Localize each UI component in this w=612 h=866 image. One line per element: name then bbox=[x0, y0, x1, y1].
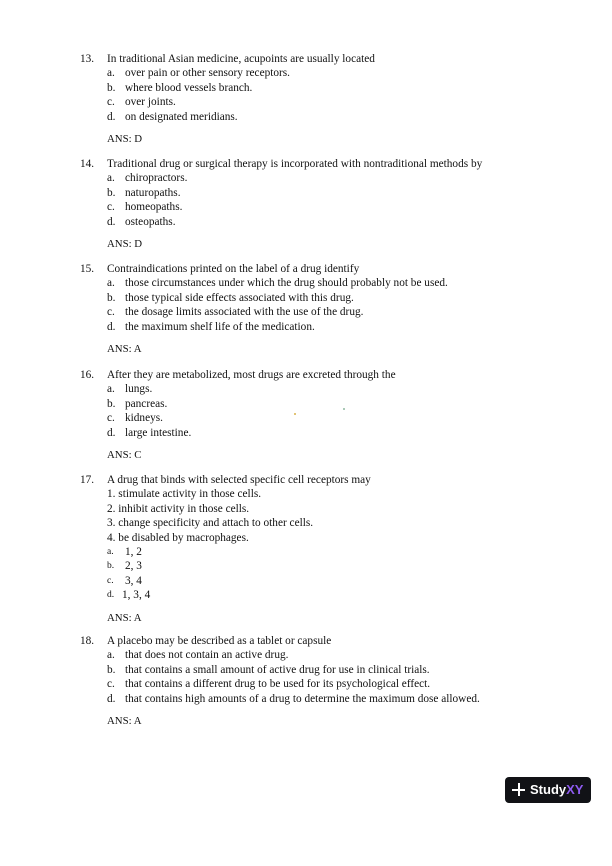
stray-speck bbox=[294, 413, 296, 415]
option-d bbox=[80, 215, 600, 229]
option-c bbox=[80, 677, 600, 691]
option-letter: b. bbox=[107, 397, 116, 410]
answer: ANS: D bbox=[107, 133, 143, 146]
question-stem: After they are metabolized, most drugs are excreted through the bbox=[107, 369, 396, 381]
option-d bbox=[80, 692, 600, 706]
option-letter: a. bbox=[107, 547, 114, 558]
plus-icon bbox=[512, 783, 525, 796]
studyxy-logo[interactable] bbox=[505, 777, 591, 803]
option-c bbox=[80, 411, 600, 425]
option-text: that does not contain an active drug. bbox=[125, 649, 289, 662]
question-number: 13. bbox=[80, 53, 95, 65]
question-stem: Contraindications printed on the label of a drug identify bbox=[107, 263, 360, 275]
option-a bbox=[80, 171, 600, 185]
statement-item: 2. inhibit activity in those cells. bbox=[107, 502, 250, 515]
option-letter: a. bbox=[107, 172, 115, 185]
option-d bbox=[80, 588, 600, 602]
statement-item: 3. change specificity and attach to other cells. bbox=[107, 517, 314, 530]
answer: ANS: A bbox=[107, 715, 142, 728]
option-text: large intestine. bbox=[125, 426, 192, 439]
option-text: where blood vessels branch. bbox=[125, 81, 253, 94]
option-d bbox=[80, 320, 600, 334]
option-text: that contains high amounts of a drug to determine the maximum dose allowed. bbox=[125, 692, 480, 705]
option-letter: a. bbox=[107, 383, 115, 396]
option-letter: c. bbox=[107, 575, 114, 586]
option-text: lungs. bbox=[125, 383, 153, 396]
option-text: that contains a different drug to be used for its psychological effect. bbox=[125, 678, 431, 691]
option-letter: a. bbox=[107, 67, 115, 80]
option-text: the dosage limits associated with the use of the drug. bbox=[125, 306, 364, 319]
option-letter: a. bbox=[107, 277, 115, 290]
option-c bbox=[80, 95, 600, 109]
option-a bbox=[80, 382, 600, 396]
option-letter: d. bbox=[107, 110, 116, 123]
option-text: over joints. bbox=[125, 96, 176, 109]
option-letter: c. bbox=[107, 306, 115, 319]
option-letter: d. bbox=[107, 320, 116, 333]
option-c bbox=[80, 574, 600, 588]
option-text: 1, 3, 4 bbox=[122, 589, 151, 602]
option-b bbox=[80, 397, 600, 411]
option-letter: a. bbox=[107, 649, 115, 662]
option-text: 3, 4 bbox=[125, 574, 142, 587]
question-17 bbox=[80, 473, 600, 625]
answer: ANS: A bbox=[107, 343, 142, 356]
option-b bbox=[80, 81, 600, 95]
option-text: the maximum shelf life of the medication. bbox=[125, 320, 315, 333]
option-letter: d. bbox=[107, 426, 116, 439]
answer: ANS: A bbox=[107, 611, 142, 624]
option-text: pancreas. bbox=[125, 397, 168, 410]
option-letter: c. bbox=[107, 96, 115, 109]
answer: ANS: D bbox=[107, 238, 143, 251]
question-number: 18. bbox=[80, 635, 95, 647]
option-b bbox=[80, 663, 600, 677]
logo-brand-accent: XY bbox=[566, 782, 584, 797]
option-text: that contains a small amount of active drug for use in clinical trials. bbox=[125, 663, 430, 676]
question-stem: Traditional drug or surgical therapy is incorporated with nontraditional methods by bbox=[107, 158, 483, 170]
option-b bbox=[80, 291, 600, 305]
option-text: over pain or other sensory receptors. bbox=[125, 67, 291, 80]
option-text: those circumstances under which the drug should probably not be used. bbox=[125, 277, 448, 290]
question-stem: A drug that binds with selected specific cell receptors may bbox=[107, 474, 371, 486]
question-stem: In traditional Asian medicine, acupoints are usually located bbox=[107, 53, 375, 65]
question-stem: A placebo may be described as a tablet or capsule bbox=[107, 635, 332, 647]
option-d bbox=[80, 426, 600, 440]
logo-brand: Study bbox=[530, 782, 567, 797]
option-letter: c. bbox=[107, 412, 115, 425]
question-number: 15. bbox=[80, 263, 95, 275]
question-number: 14. bbox=[80, 158, 95, 170]
option-letter: d. bbox=[107, 692, 116, 705]
option-a bbox=[80, 648, 600, 662]
option-letter: c. bbox=[107, 201, 115, 214]
option-letter: b. bbox=[107, 561, 115, 572]
option-d bbox=[80, 110, 600, 124]
option-a bbox=[80, 276, 600, 290]
option-c bbox=[80, 305, 600, 319]
option-text: osteopaths. bbox=[125, 215, 176, 228]
option-letter: d. bbox=[107, 215, 116, 228]
question-14 bbox=[80, 157, 600, 251]
option-text: homeopaths. bbox=[125, 201, 183, 214]
option-letter: b. bbox=[107, 291, 116, 304]
option-letter: b. bbox=[107, 663, 116, 676]
question-15 bbox=[80, 262, 600, 356]
question-16 bbox=[80, 368, 600, 462]
statement-item: 1. stimulate activity in those cells. bbox=[107, 488, 262, 501]
option-b bbox=[80, 186, 600, 200]
option-a bbox=[80, 66, 600, 80]
option-letter: b. bbox=[107, 81, 116, 94]
option-text: naturopaths. bbox=[125, 186, 181, 199]
option-text: 2, 3 bbox=[125, 560, 142, 573]
question-number: 17. bbox=[80, 474, 95, 486]
option-letter: b. bbox=[107, 186, 116, 199]
question-13 bbox=[80, 52, 600, 146]
option-letter: d. bbox=[107, 590, 115, 601]
answer: ANS: C bbox=[107, 449, 142, 462]
option-text: chiropractors. bbox=[125, 172, 188, 185]
question-number: 16. bbox=[80, 369, 95, 381]
option-a bbox=[80, 545, 600, 559]
option-text: on designated meridians. bbox=[125, 110, 238, 123]
stray-speck bbox=[343, 408, 345, 410]
statement-item: 4. be disabled by macrophages. bbox=[107, 531, 249, 544]
question-18 bbox=[80, 634, 600, 728]
option-letter: c. bbox=[107, 678, 115, 691]
option-b bbox=[80, 559, 600, 573]
option-text: kidneys. bbox=[125, 412, 163, 425]
option-text: 1, 2 bbox=[125, 546, 142, 559]
option-text: those typical side effects associated with this drug. bbox=[125, 291, 354, 304]
option-c bbox=[80, 200, 600, 214]
